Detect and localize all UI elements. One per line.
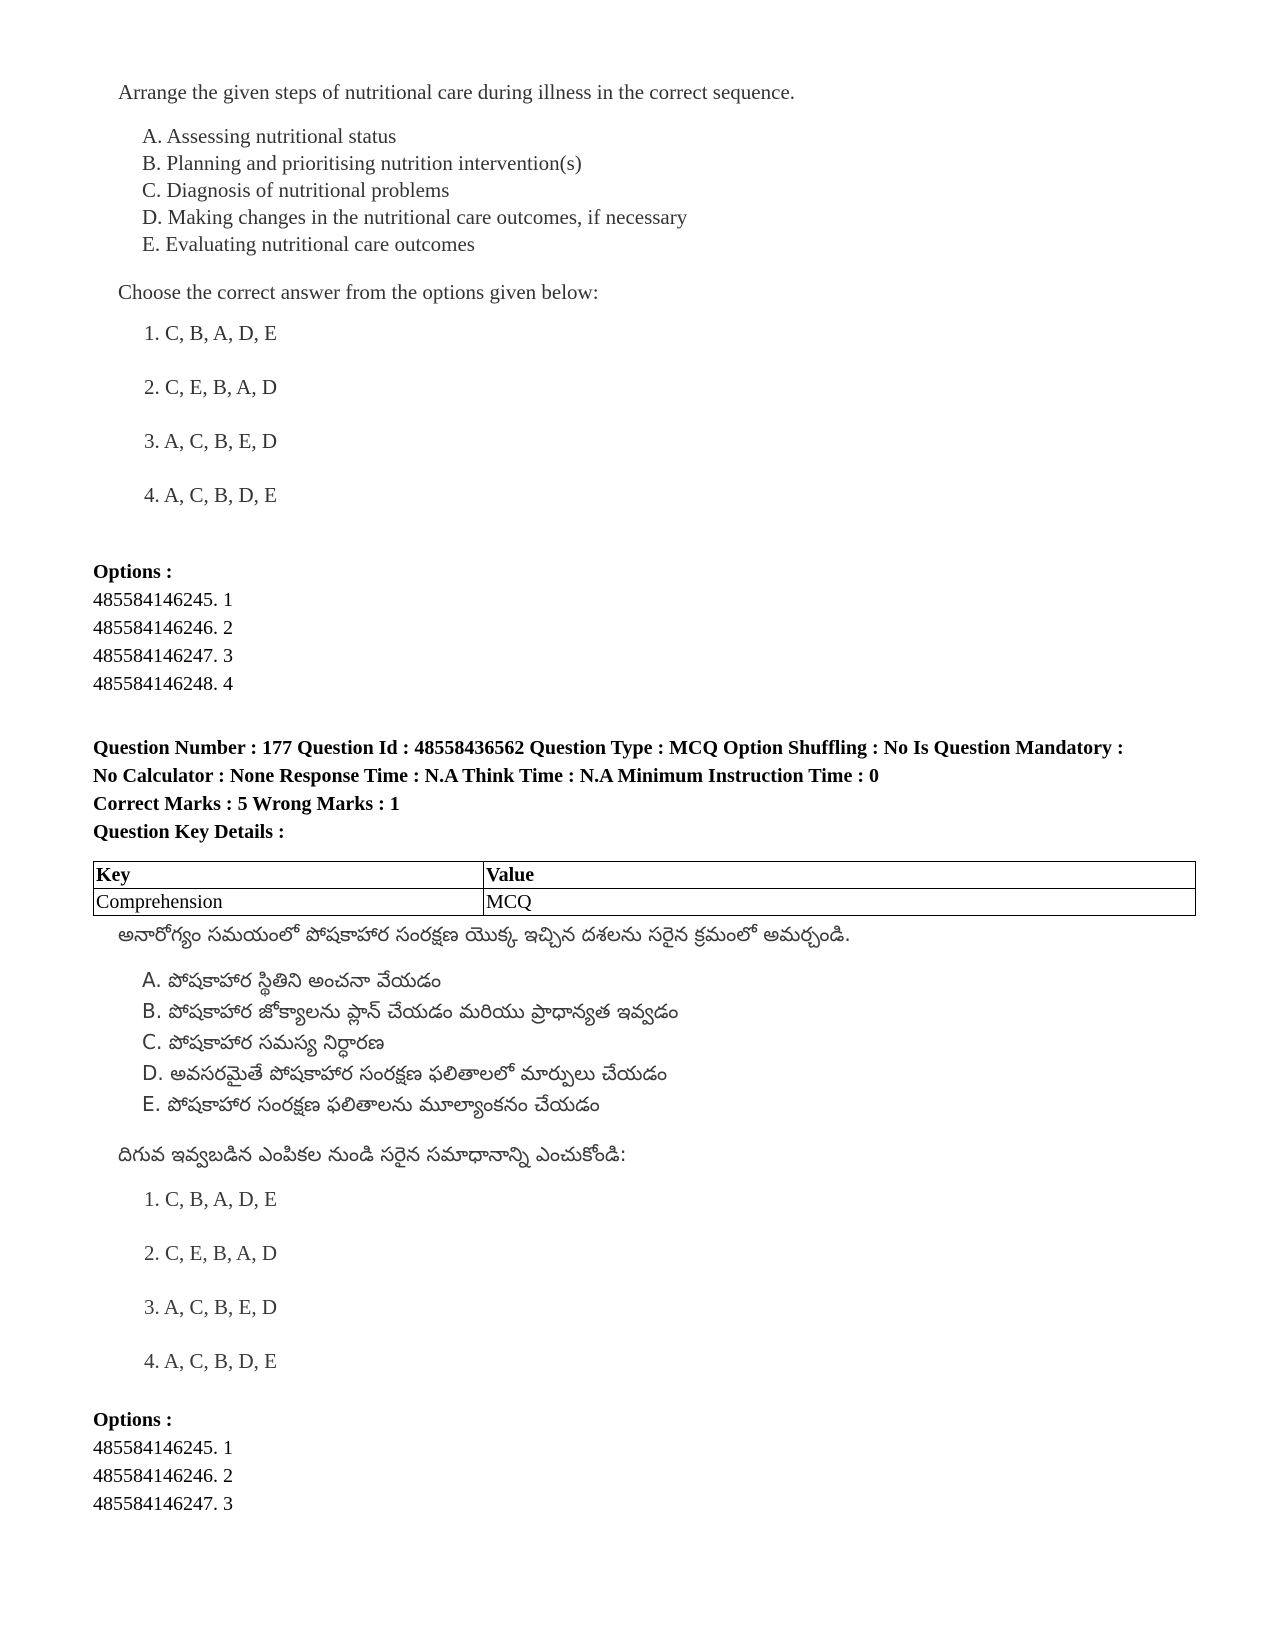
- choose-instruction: దిగువ ఇవ్వబడిన ఎంపికల నుండి సరైన సమాధానాన్ని ఎంచుకోండి:: [118, 1142, 627, 1166]
- option-item: 485584146248. 4: [93, 673, 233, 695]
- table-header-cell: Value: [484, 862, 1196, 889]
- answer-item: 2. C, E, B, A, D: [144, 1241, 278, 1265]
- marks-line: Correct Marks : 5 Wrong Marks : 1: [93, 793, 400, 815]
- step-item: D. అవసరమైతే పోషకాహార సంరక్షణ ఫలితాలలో మార్పులు చేయడం: [142, 1061, 668, 1085]
- options-label: Options :: [93, 561, 173, 583]
- option-item: 485584146247. 3: [93, 1493, 233, 1515]
- answer-item: 3. A, C, B, E, D: [144, 1295, 278, 1319]
- question-image-english: [118, 80, 795, 537]
- option-item: 485584146245. 1: [93, 1437, 233, 1459]
- table-row: [94, 889, 1196, 916]
- answer-list: [144, 321, 795, 537]
- options-block: [93, 558, 233, 698]
- step-item: E. Evaluating nutritional care outcomes: [142, 232, 475, 256]
- option-item: 485584146246. 2: [93, 1465, 233, 1487]
- table-header-cell: Key: [94, 862, 484, 889]
- question-image-telugu: [118, 922, 851, 1403]
- table-cell: MCQ: [484, 889, 1196, 916]
- step-list: [142, 123, 795, 258]
- step-item: C. Diagnosis of nutritional problems: [142, 178, 450, 202]
- option-item: 485584146246. 2: [93, 617, 233, 639]
- answer-item: 2. C, E, B, A, D: [144, 375, 278, 399]
- meta-line-1: Question Number : 177 Question Id : 48558436562 Question Type : MCQ Option Shuffling : No Is Question Mandatory :: [93, 737, 1124, 759]
- option-item: 485584146245. 1: [93, 589, 233, 611]
- option-item: 485584146247. 3: [93, 645, 233, 667]
- options-block: [93, 1406, 233, 1518]
- choose-instruction: Choose the correct answer from the options given below:: [118, 280, 599, 304]
- step-list: [142, 965, 851, 1120]
- step-item: E. పోషకాహార సంరక్షణ ఫలితాలను మూల్యాంకనం చేయడం: [142, 1092, 600, 1116]
- options-label: Options :: [93, 1409, 173, 1431]
- table-cell: Comprehension: [94, 889, 484, 916]
- answer-item: 1. C, B, A, D, E: [144, 1187, 278, 1211]
- answer-item: 4. A, C, B, D, E: [144, 483, 278, 507]
- answer-list: [144, 1187, 851, 1403]
- meta-line-2: No Calculator : None Response Time : N.A Think Time : N.A Minimum Instruction Time : 0: [93, 765, 879, 787]
- question-prompt: Arrange the given steps of nutritional care during illness in the correct sequence.: [118, 80, 796, 104]
- question-prompt: అనారోగ్యం సమయంలో పోషకాహార సంరక్షణ యొక్క ఇచ్చిన దశలను సరైన క్రమంలో అమర్చండి.: [118, 922, 851, 946]
- answer-item: 1. C, B, A, D, E: [144, 321, 278, 345]
- step-item: D. Making changes in the nutritional care outcomes, if necessary: [142, 205, 688, 229]
- table-header-row: [94, 862, 1196, 889]
- answer-item: 4. A, C, B, D, E: [144, 1349, 278, 1373]
- step-item: A. పోషకాహార స్థితిని అంచనా వేయడం: [142, 968, 442, 992]
- answer-item: 3. A, C, B, E, D: [144, 429, 278, 453]
- step-item: C. పోషకాహార సమస్య నిర్ధారణ: [142, 1030, 385, 1054]
- step-item: B. Planning and prioritising nutrition intervention(s): [142, 151, 582, 175]
- step-item: A. Assessing nutritional status: [142, 124, 397, 148]
- step-item: B. పోషకాహార జోక్యాలను ప్లాన్ చేయడం మరియు ప్రాధాన్యత ఇవ్వడం: [142, 999, 679, 1023]
- question-meta: [93, 734, 1124, 846]
- key-details-label: Question Key Details :: [93, 821, 285, 843]
- key-details-table: [93, 861, 1196, 916]
